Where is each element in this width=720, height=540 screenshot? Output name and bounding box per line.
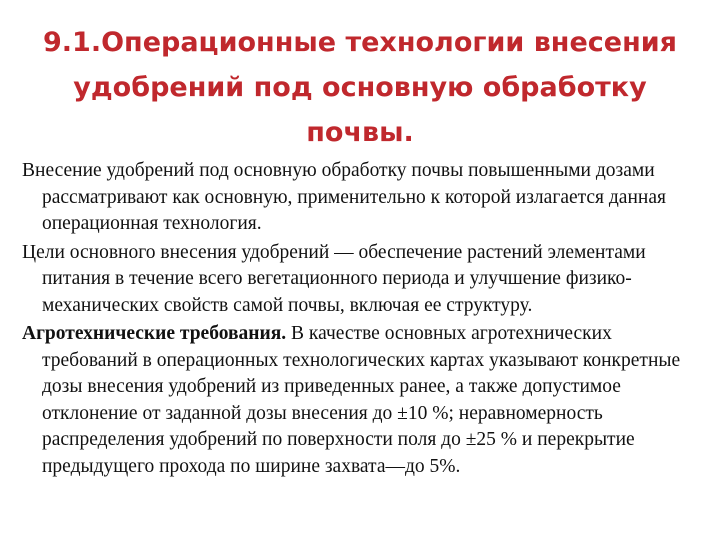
paragraph-intro: Внесение удобрений под основную обработку почвы повышенными дозами рассматривают как основную, применительно к которой излагается данная операционная технология. <box>22 160 666 234</box>
paragraph-goals: Цели основного внесения удобрений — обеспечение растений элементами питания в течение всего вегетационного периода и улучшение физико-механических свойств самой почвы, включая ее структуру. <box>22 241 646 316</box>
requirements-heading: Агротехнические требования. <box>22 323 287 344</box>
slide-body <box>22 158 702 482</box>
slide-title: 9.1.Операционные технологии внесения удобрений под основную обработку почвы. <box>43 27 677 148</box>
paragraph-requirements <box>22 321 702 480</box>
requirements-text: В качестве основных агротехнических требований в операционных технологических картах указывают конкретные дозы внесения удобрений из приведенных ранее, а также допустимое отклонение от заданной дозы внесения до ±10 %; неравномерность распределения удобрений по поверхности поля до ±25 % и перекрытие предыдущего прохода по ширине захвата—до 5%. <box>42 323 681 477</box>
